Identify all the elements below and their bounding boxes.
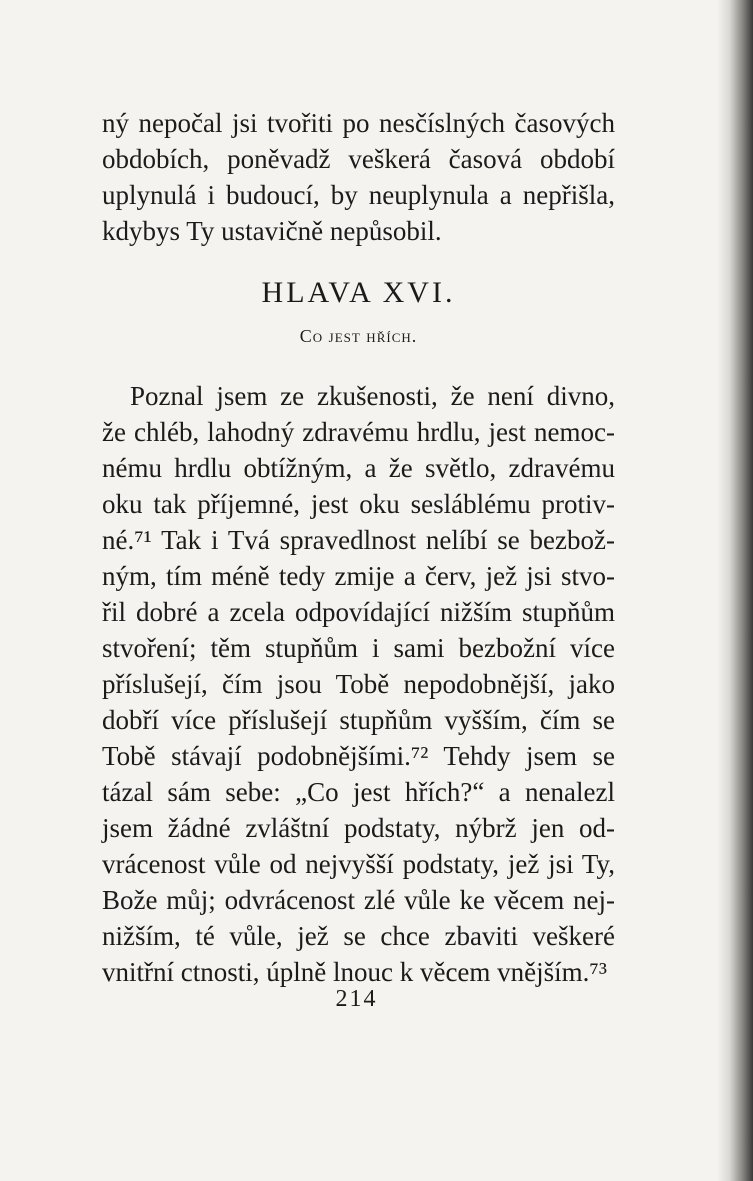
text-line: ný nepočal jsi tvořiti po nesčíslných časových xyxy=(102,108,615,138)
text-line: dobří více příslušejí stupňům vyšším, čím se xyxy=(102,705,615,735)
chapter-subtitle: Co jest hřích. xyxy=(299,326,418,346)
text-line: vrácenost vůle od nejvyšší podstaty, jež jsi Ty, xyxy=(102,849,615,879)
text-line: oku tak příjemné, jest oku sesláblému protiv- xyxy=(102,489,615,519)
text-line: tázal sám sebe: „Co jest hřích?“ a nenalezl xyxy=(102,777,615,807)
paragraph-continued xyxy=(102,105,615,249)
text-line: kdybys Ty ustavičně nepůsobil. xyxy=(102,216,442,246)
text-line: nižším, té vůle, jež se chce zbaviti veškeré xyxy=(102,921,615,951)
page-number: 214 xyxy=(335,986,378,1012)
text-line: nému hrdlu obtížným, a že světlo, zdravému xyxy=(102,453,615,483)
chapter-title: HLAVA XVI. xyxy=(261,276,456,309)
text-line: ným, tím méně tedy zmije a červ, jež jsi stvo- xyxy=(102,561,615,591)
text-line: Bože můj; odvrácenost zlé vůle ke věcem nej- xyxy=(102,885,615,915)
text-line: že chléb, lahodný zdravému hrdlu, jest nemoc- xyxy=(102,417,615,447)
text-line: příslušejí, čím jsou Tobě nepodobnější, jako xyxy=(102,669,615,699)
text-line: Tobě stávají podobnějšími.⁷² Tehdy jsem se xyxy=(102,741,615,771)
text-line: vnitřní ctnosti, úplně lnouc k věcem vnějším.⁷³ xyxy=(102,957,607,987)
text-line: Poznal jsem ze zkušenosti, že není divno, xyxy=(130,381,615,411)
text-line: stvoření; těm stupňům i sami bezbožní více xyxy=(102,633,615,663)
text-line: obdobích, poněvadž veškerá časová období xyxy=(102,144,615,174)
book-spine-shadow xyxy=(717,0,753,1181)
text-line: né.⁷¹ Tak i Tvá spravedlnost nelíbí se bezbož- xyxy=(102,525,615,555)
text-line: uplynulá i budoucí, by neuplynula a nepřišla, xyxy=(102,180,615,210)
text-line: řil dobré a zcela odpovídající nižším stupňům xyxy=(102,597,615,627)
text-line: jsem žádné zvláštní podstaty, nýbrž jen od- xyxy=(102,813,615,843)
paragraph-main xyxy=(102,378,615,990)
